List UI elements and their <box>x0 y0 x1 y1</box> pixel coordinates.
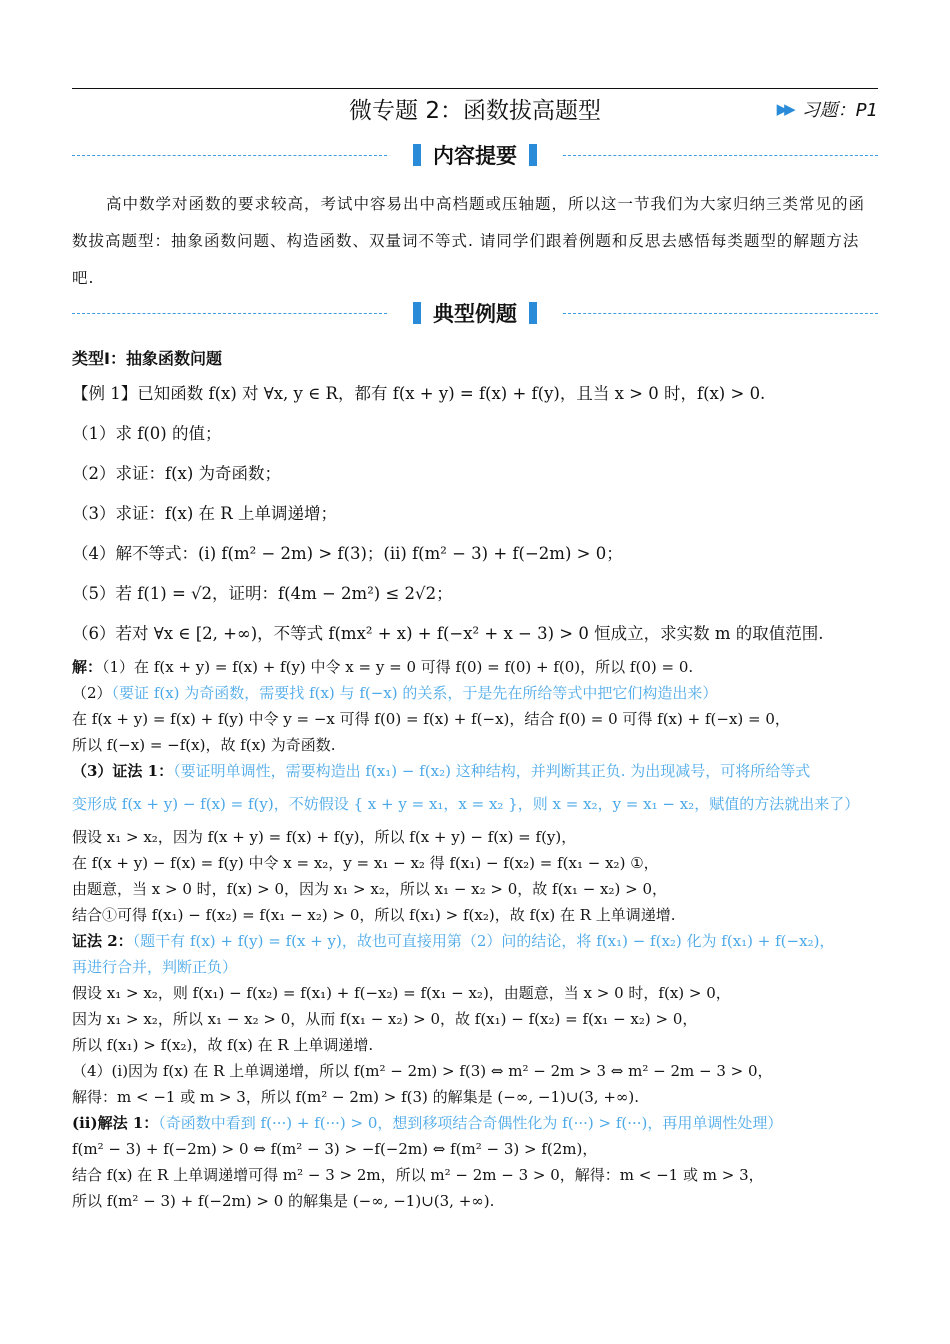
dashed-rule-right <box>563 313 878 314</box>
hint-note: （要证明单调性，需要构造出 f(x₁) − f(x₂) 这种结构，并判断其正负. 为出现减号，可将所给等式 <box>173 762 811 780</box>
bar-marker <box>413 302 421 324</box>
solution-part-1 <box>72 654 882 680</box>
bar-marker <box>529 144 537 166</box>
hint-note: 再进行合并，判断正负） <box>72 958 238 976</box>
double-arrow-icon: ▶▶ <box>776 100 792 118</box>
solution-line: 所以 f(m² − 3) + f(−2m) > 0 的解集是 (−∞, −1)∪(3, +∞). <box>72 1192 495 1210</box>
question-1: （1）求 f(0) 的值； <box>72 424 222 443</box>
hint-note: （题干有 f(x) + f(y) = f(x + y)，故也可直接用第（2）问的结论，将 f(x₁) − f(x₂) 化为 f(x₁) + f(−x₂)， <box>132 932 835 950</box>
page-title: 微专题 2：函数拔高题型 <box>349 98 601 124</box>
method-lead: （3）证法 1： <box>72 762 174 780</box>
main-content <box>72 344 882 1214</box>
question-3: （3）求证：f(x) 在 R 上单调递增； <box>72 504 337 523</box>
section-header-summary <box>72 140 878 170</box>
solution-line: f(m² − 3) + f(−2m) > 0 ⇔ f(m² − 3) > −f(−2m) ⇔ f(m² − 3) > f(2m)， <box>72 1140 598 1158</box>
question-2: （2）求证：f(x) 为奇函数； <box>72 464 282 483</box>
bar-marker <box>529 302 537 324</box>
method-lead: (ii)解法 1： <box>72 1114 159 1132</box>
method-2-note <box>72 928 882 954</box>
solution-line: 因为 x₁ > x₂，所以 x₁ − x₂ > 0，从而 f(x₁ − x₂) > 0，故 f(x₁) − f(x₂) = f(x₁ − x₂) > 0， <box>72 1010 698 1028</box>
method-lead: 证法 2： <box>72 932 133 950</box>
solution-line: 由题意，当 x > 0 时，f(x) > 0，因为 x₁ > x₂，所以 x₁ − x₂ > 0，故 f(x₁ − x₂) > 0， <box>72 880 668 898</box>
solution-line: 结合①可得 f(x₁) − f(x₂) = f(x₁ − x₂) > 0，所以 f(x₁) > f(x₂)，故 f(x) 在 R 上单调递增. <box>72 906 676 924</box>
example-stem: 【例 1】已知函数 f(x) 对 ∀x, y ∈ R，都有 f(x + y) = f(x) + f(y)，且当 x > 0 时，f(x) > 0. <box>72 384 766 403</box>
type-title: 类型Ⅰ：抽象函数问题 <box>72 349 222 368</box>
question-4: （4）解不等式：(i) f(m² − 2m) > f(3)；(ii) f(m² − 3) + f(−2m) > 0； <box>72 544 623 563</box>
solution-part-2-note <box>72 680 882 706</box>
solution-lead: 解： <box>72 658 103 676</box>
exercise-page-ref[interactable] <box>777 96 878 122</box>
dashed-rule-left <box>72 313 387 314</box>
question-5: （5）若 f(1) = √2，证明：f(4m − 2m²) ≤ 2√2； <box>72 584 453 603</box>
section-header-examples <box>72 298 878 328</box>
dashed-rule-right <box>563 155 878 156</box>
intro-paragraph: 高中数学对函数的要求较高，考试中容易出中高档题或压轴题，所以这一节我们为大家归纳三类常见的函数拔高题型：抽象函数问题、构造函数、双量词不等式. 请同学们跟着例题和反思去感悟每类题型的解题方法吧. <box>72 195 866 287</box>
part-number: （2） <box>72 684 112 702</box>
solution-line: 所以 f(−x) = −f(x)，故 f(x) 为奇函数. <box>72 736 336 754</box>
solution-line: 所以 f(x₁) > f(x₂)，故 f(x) 在 R 上单调递增. <box>72 1036 374 1054</box>
solution-line: 假设 x₁ > x₂，因为 f(x + y) = f(x) + f(y)，所以 f(x + y) − f(x) = f(y)， <box>72 828 577 846</box>
solution-line: 结合 f(x) 在 R 上单调递增可得 m² − 3 > 2m，所以 m² − 2m − 3 > 0，解得：m < −1 或 m > 3， <box>72 1166 764 1184</box>
solution-line: 在 f(x + y) − f(x) = f(y) 中令 x = x₂，y = x₁ − x₂ 得 f(x₁) − f(x₂) = f(x₁ − x₂) ①， <box>72 854 659 872</box>
solution-line: 在 f(x + y) = f(x) + f(y) 中令 y = −x 可得 f(0) = f(x) + f(−x)，结合 f(0) = 0 可得 f(x) + f(−x) = 0， <box>72 710 790 728</box>
page-ref-label: 习题：P1 <box>801 100 878 121</box>
dashed-rule-left <box>72 155 387 156</box>
section-title: 典型例题 <box>433 302 517 326</box>
solution-line: 假设 x₁ > x₂，则 f(x₁) − f(x₂) = f(x₁) + f(−x₂) = f(x₁ − x₂)，由题意，当 x > 0 时，f(x) > 0， <box>72 984 731 1002</box>
hint-note: 变形成 f(x + y) − f(x) = f(y)，不妨假设 { x + y = x₁，x = x₂ }，则 x = x₂，y = x₁ − x₂，赋值的方法就出来了） <box>72 795 860 813</box>
solution-part-4ii-note <box>72 1110 882 1136</box>
solution-line: （4）(i)因为 f(x) 在 R 上单调递增，所以 f(m² − 2m) > f(3) ⇔ m² − 2m > 3 ⇔ m² − 2m − 3 > 0， <box>72 1062 773 1080</box>
solution-part-3-note <box>72 758 882 784</box>
section-title: 内容提要 <box>433 144 517 168</box>
hint-note: （要证 f(x) 为奇函数，需要找 f(x) 与 f(−x) 的关系，于是先在所给等式中把它们构造出来） <box>111 684 718 702</box>
bar-marker <box>413 144 421 166</box>
hint-note: （奇函数中看到 f(···) + f(···) > 0，想到移项结合奇偶性化为 f(···) > f(···)，再用单调性处理） <box>158 1114 783 1132</box>
header-rule <box>72 88 878 89</box>
solution-line: 解得：m < −1 或 m > 3，所以 f(m² − 2m) > f(3) 的解集是 (−∞, −1)∪(3, +∞). <box>72 1088 640 1106</box>
question-6: （6）若对 ∀x ∈ [2, +∞)，不等式 f(mx² + x) + f(−x² + x − 3) > 0 恒成立，求实数 m 的取值范围. <box>72 624 824 643</box>
solution-text: （1）在 f(x + y) = f(x) + f(y) 中令 x = y = 0 可得 f(0) = f(0) + f(0)，所以 f(0) = 0. <box>102 658 694 676</box>
